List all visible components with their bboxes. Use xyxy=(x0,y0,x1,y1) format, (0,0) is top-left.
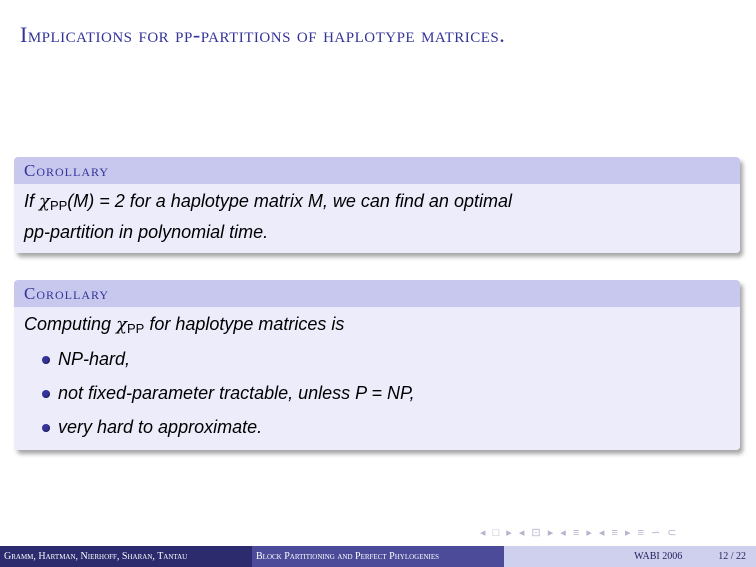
footer-venue: WABI 2006 xyxy=(634,551,683,562)
statement-text: Computing xyxy=(24,314,117,334)
block-heading: Corollary xyxy=(14,157,740,184)
chi-subscript: PP xyxy=(49,198,68,213)
statement-line-2: pp-partition in polynomial time. xyxy=(24,222,269,242)
corollary-block-1 xyxy=(14,157,740,253)
chi-subscript: PP xyxy=(126,321,145,336)
list-item: NP-hard, xyxy=(46,346,730,372)
statement-text: If xyxy=(24,191,40,211)
footer-title: Block Partitioning and Perfect Phylogenies xyxy=(252,546,504,567)
list-item: not fixed-parameter tractable, unless P = NP, xyxy=(46,380,730,406)
statement-line-1 xyxy=(24,188,730,219)
statement-text: (M) = 2 for a haplotype matrix M, we can find an optimal xyxy=(67,191,512,211)
block-body xyxy=(14,184,740,253)
slide-title: Implications for pp-partitions of haplotype matrices. xyxy=(20,22,506,47)
block-heading: Corollary xyxy=(14,280,740,307)
list-item: very hard to approximate. xyxy=(46,414,730,440)
footer-page: 12 / 22 xyxy=(718,551,746,562)
corollary-block-2 xyxy=(14,280,740,450)
footer-bar xyxy=(0,546,756,567)
navigation-symbols[interactable]: ◂ □ ▸ ◂ ⊡ ▸ ◂ ≡ ▸ ◂ ≡ ▸ ≡ ∽ ⊂ xyxy=(480,527,679,539)
chi-symbol: χ xyxy=(39,191,50,212)
block-body xyxy=(14,307,740,450)
footer-authors: Gramm, Hartman, Nierhoff, Sharan, Tantau xyxy=(0,546,252,567)
statement-text: for haplotype matrices is xyxy=(144,314,345,334)
chi-symbol: χ xyxy=(116,314,127,335)
bullet-list xyxy=(24,346,730,440)
footer-meta xyxy=(504,546,756,567)
statement-intro xyxy=(24,311,730,342)
